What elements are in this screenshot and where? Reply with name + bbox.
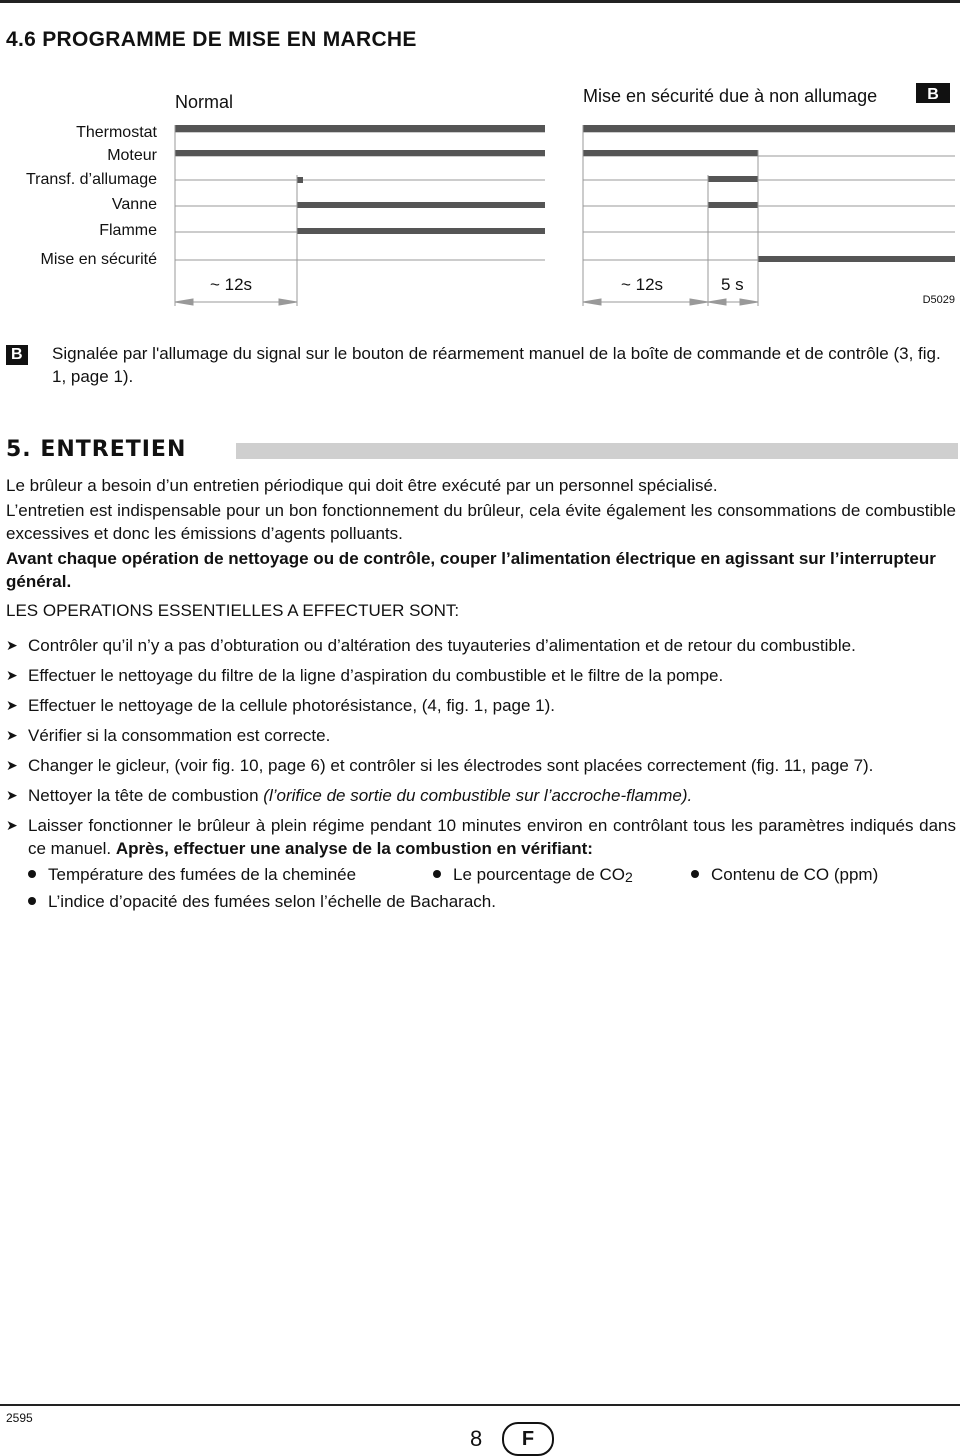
operations-list <box>6 634 956 913</box>
maintenance-heading-label: 5. ENTRETIEN <box>6 437 187 462</box>
time-lockout-1: ~ 12s <box>621 275 664 294</box>
row-label-transf: Transf. d’allumage <box>25 171 157 188</box>
arrow-icon: ➤ <box>6 727 18 743</box>
arrow-icon: ➤ <box>6 667 18 683</box>
arrow-icon: ➤ <box>6 817 18 833</box>
op-text: Laisser fonctionner le brûleur à plein régime pendant 10 minutes environ en contrôlant tous les paramètres indiqués dans ce manuel. <box>28 816 956 858</box>
maintenance-heading <box>6 437 958 467</box>
heading-bar <box>236 443 958 459</box>
list-item <box>6 814 956 913</box>
paragraph-1: Le brûleur a besoin d’un entretien périodique qui doit être exécuté par un personnel spécialisé. <box>6 476 718 495</box>
list-item <box>6 694 956 717</box>
op-text-italic: (l’orifice de sortie du combustible sur l’accroche-flamme). <box>263 786 693 805</box>
diagram-badge-label: B <box>927 86 939 103</box>
maintenance-body <box>6 474 956 920</box>
op-text: Vérifier si la consommation est correcte. <box>28 726 331 745</box>
note-badge: B <box>6 345 28 365</box>
bullet-icon <box>28 870 36 878</box>
timing-diagram <box>0 70 960 320</box>
list-item <box>6 724 956 747</box>
warning-text: Avant chaque opération de nettoyage ou de contrôle, couper l’alimentation électrique en agissant sur l’interrupteur général. <box>6 549 936 591</box>
check-text: Contenu de CO (ppm) <box>711 865 879 884</box>
checks-row <box>28 863 956 887</box>
arrow-icon: ➤ <box>6 757 18 773</box>
list-item <box>6 754 956 777</box>
list-item <box>6 664 956 687</box>
section-title: 4.6 PROGRAMME DE MISE EN MARCHE <box>6 28 417 51</box>
check-text: Le pourcentage de CO <box>453 865 626 884</box>
row-label-moteur: Moteur <box>107 147 157 164</box>
time-lockout-2: 5 s <box>721 275 744 294</box>
row-label-flamme: Flamme <box>99 222 157 239</box>
check-item <box>28 890 496 913</box>
arrow-icon: ➤ <box>6 697 18 713</box>
check-text: L’indice d’opacité des fumées selon l’échelle de Bacharach. <box>48 892 496 911</box>
op-text-bold: Après, effectuer une analyse de la combustion en vérifiant: <box>115 839 593 858</box>
check-item <box>433 863 691 887</box>
normal-title: Normal <box>175 92 234 112</box>
check-item <box>28 863 433 887</box>
op-text: Changer le gicleur, (voir fig. 10, page 6) et contrôler si les électrodes sont placées correctement (fig. 11, page 7). <box>28 756 874 775</box>
row-label-thermostat: Thermostat <box>76 124 157 141</box>
diagram-ref: D5029 <box>922 294 955 306</box>
lockout-title: Mise en sécurité due à non allumage <box>583 86 878 106</box>
note-text: Signalée par l'allumage du signal sur le bouton de réarmement manuel de la boîte de commande et de contrôle (3, fig. 1, page 1). <box>52 344 941 386</box>
checks-row <box>28 890 956 913</box>
footer-code: 2595 <box>6 1411 33 1425</box>
op-text: Contrôler qu’il n’y a pas d’obturation ou d’altération des tuyauteries d’alimentation et de retour du combustible. <box>28 636 856 655</box>
paragraph-2: L’entretien est indispensable pour un bon fonctionnement du brûleur, cela évite également les consommations de combustible excessives et donc les émissions d’agents polluants. <box>6 501 956 543</box>
page-number: 8 <box>470 1426 483 1451</box>
bullet-icon <box>433 870 441 878</box>
list-item <box>6 784 956 807</box>
check-item <box>691 863 878 887</box>
arrow-icon: ➤ <box>6 637 18 653</box>
list-item <box>6 634 956 657</box>
time-normal: ~ 12s <box>210 275 253 294</box>
check-text: Température des fumées de la cheminée <box>48 865 357 884</box>
row-label-vanne: Vanne <box>111 196 157 213</box>
note-b <box>6 342 956 386</box>
top-rule <box>0 0 960 3</box>
check-subscript: 2 <box>625 869 633 885</box>
op-text: Nettoyer la tête de combustion <box>28 786 264 805</box>
op-text: Effectuer le nettoyage du filtre de la ligne d’aspiration du combustible et le filtre de la pompe. <box>28 666 724 685</box>
ops-heading: LES OPERATIONS ESSENTIELLES A EFFECTUER SONT: <box>6 601 460 620</box>
bullet-icon <box>28 897 36 905</box>
op-text: Effectuer le nettoyage de la cellule photorésistance, (4, fig. 1, page 1). <box>28 696 556 715</box>
bullet-icon <box>691 870 699 878</box>
arrow-icon: ➤ <box>6 787 18 803</box>
row-label-securite: Mise en sécurité <box>40 251 157 268</box>
language-badge: F <box>502 1422 554 1456</box>
footer-rule <box>0 1404 960 1406</box>
